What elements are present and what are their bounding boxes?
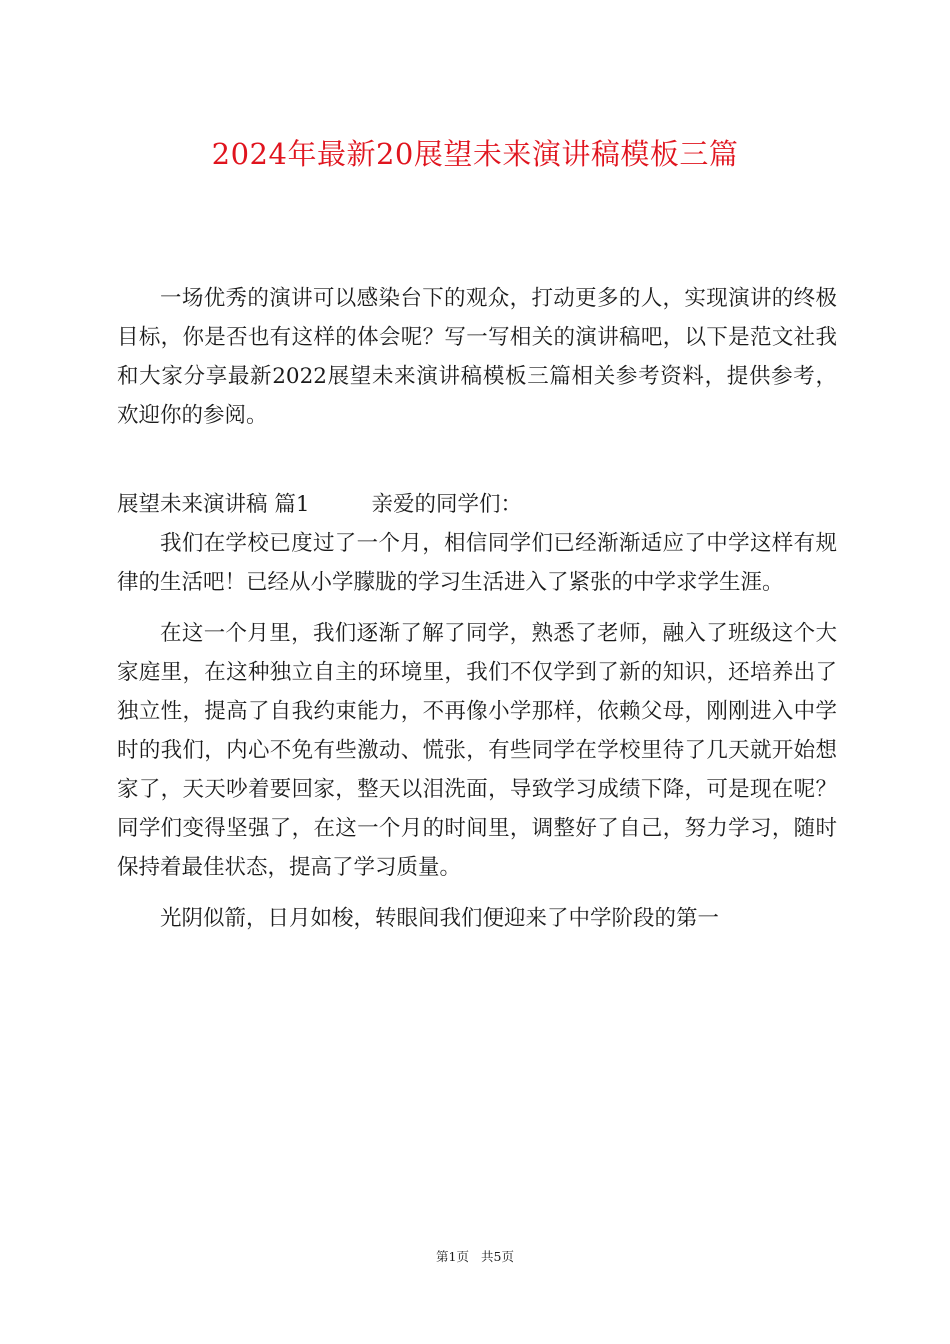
document-title: 2024年最新20展望未来演讲稿模板三篇 bbox=[211, 137, 739, 171]
body-paragraph-1: 我们在学校已度过了一个月，相信同学们已经渐渐适应了中学这样有规律的生活吧！已经从小学朦胧的学习生活进入了紧张的中学求学生涯。 bbox=[117, 531, 837, 595]
body-paragraph-3: 光阴似箭，日月如梭，转眼间我们便迎来了中学阶段的第一 bbox=[160, 906, 720, 931]
section-heading-line bbox=[117, 485, 837, 524]
document-body bbox=[117, 279, 837, 938]
section-heading: 展望未来演讲稿 篇1 bbox=[117, 492, 310, 517]
intro-paragraph: 一场优秀的演讲可以感染台下的观众，打动更多的人，实现演讲的终极目标，你是否也有这样的体会呢？写一写相关的演讲稿吧，以下是范文社我和大家分享最新2022展望未来演讲稿模板三篇相关参考资料，提供参考，欢迎你的参阅。 bbox=[117, 286, 837, 428]
page-footer bbox=[0, 1248, 950, 1266]
greeting: 亲爱的同学们： bbox=[371, 492, 523, 517]
body-paragraph-2: 在这一个月里，我们逐渐了解了同学，熟悉了老师，融入了班级这个大家庭里，在这种独立自主的环境里，我们不仅学到了新的知识，还培养出了独立性，提高了自我约束能力，不再像小学那样，依赖父母，刚刚进入中学时的我们，内心不免有些激动、慌张，有些同学在学校里待了几天就开始想家了，天天吵着要回家，整天以泪洗面，导致学习成绩下降，可是现在呢？同学们变得坚强了，在这一个月的时间里，调整好了自己，努力学习，随时保持着最佳状态，提高了学习质量。 bbox=[117, 621, 837, 880]
page-total: 共5页 bbox=[481, 1249, 514, 1264]
page-number: 第1页 bbox=[436, 1249, 469, 1264]
